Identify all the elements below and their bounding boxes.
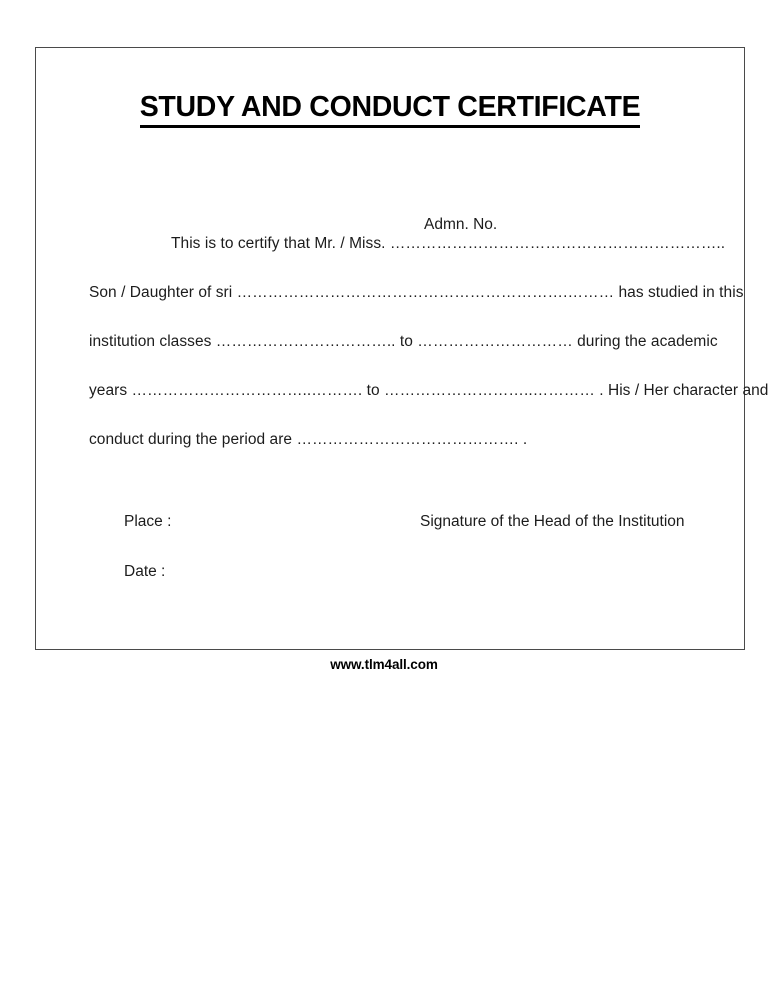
page-title-text: STUDY AND CONDUCT CERTIFICATE <box>140 92 641 128</box>
body-line-5: conduct during the period are ……………………………………. . <box>89 431 528 448</box>
certificate-body <box>89 219 768 464</box>
date-label: Date : <box>124 563 166 580</box>
admission-number-label: Admn. No. <box>424 216 498 233</box>
place-label: Place : <box>124 513 172 530</box>
signature-section <box>89 513 709 613</box>
body-line-2: Son / Daughter of sri ……………………………………………………….……… has studied in this <box>89 284 744 301</box>
date-row <box>89 563 709 613</box>
site-watermark-footer: www.tlm4all.com <box>330 657 438 672</box>
body-line-4: years ……………………………..………. to ………………………..………… . His / Her character and <box>89 382 768 399</box>
body-line-3: institution classes …………………………….. to ………………………… during the academic <box>89 333 718 350</box>
signature-of-head-label: Signature of the Head of the Institution <box>420 513 685 530</box>
page-title <box>36 91 744 128</box>
certificate-border-frame <box>35 47 768 650</box>
place-signature-row <box>89 513 709 563</box>
body-line-1: This is to certify that Mr. / Miss. ……………………………………………………….. <box>171 235 726 252</box>
